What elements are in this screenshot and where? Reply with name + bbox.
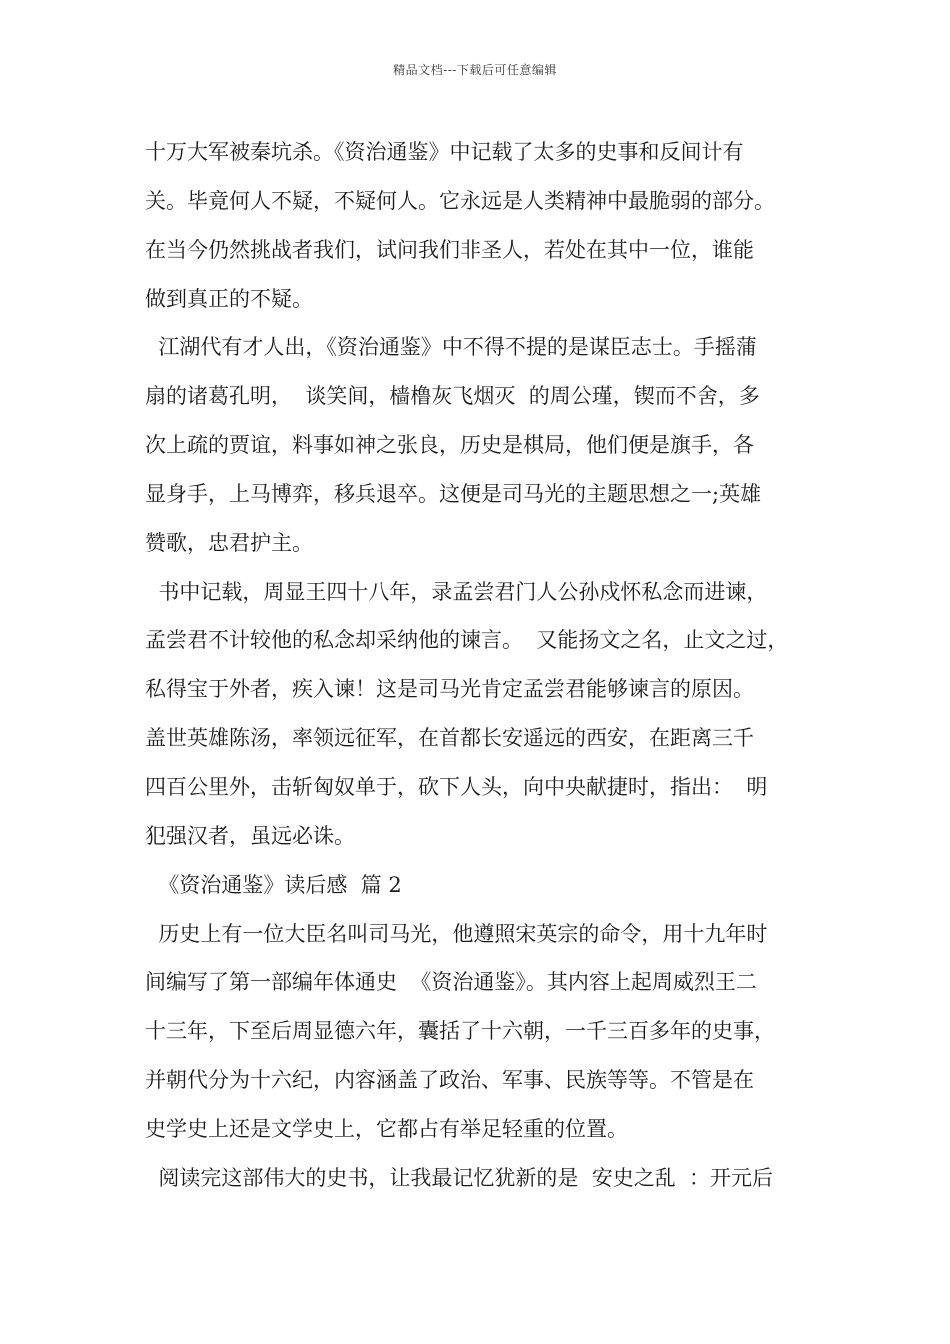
text-line: 私得宝于外者，疾入谏！这是司马光肯定孟尝君能够谏言的原因。	[145, 677, 754, 702]
text-line: 关。毕竟何人不疑，不疑何人。它永远是人类精神中最脆弱的部分。	[145, 188, 775, 213]
text-line: 盖世英雄陈汤，率领远征军，在首都长安遥远的西安，在距离三千	[145, 726, 754, 751]
text-line: 十三年，下至后周显德六年，囊括了十六朝，一千三百多年的史事，	[145, 1019, 775, 1044]
text-line: 历史上有一位大臣名叫司马光，他遵照宋英宗的命令，用十九年时	[145, 921, 768, 946]
text-line: 江湖代有才人出，《资治通鉴》中不得不提的是谋臣志士。手摇蒲	[145, 335, 757, 360]
text-line: 做到真正的不疑。	[145, 286, 313, 311]
text-line: 十万大军被秦坑杀。《资治通鉴》中记载了太多的史事和反间计有	[145, 140, 744, 164]
text-line: 书中记载，周显王四十八年，录孟尝君门人公孙戍怀私念而进谏，	[145, 579, 768, 604]
text-line: 犯强汉者，虽远必诛。	[145, 823, 355, 848]
text-line: 间编写了第一部编年体通史 《资治通鉴》。其内容上起周威烈王二	[145, 970, 757, 995]
document-body	[145, 128, 825, 1203]
text-line: 显身手，上马博弈，移兵退卒。这便是司马光的主题思想之一;英雄	[145, 481, 762, 506]
text-line: 扇的诸葛孔明， 谈笑间，樯橹灰飞烟灭 的周公瑾，锲而不舍，多	[145, 384, 760, 409]
section-heading: 《资治通鉴》读后感 篇 2	[145, 872, 402, 897]
text-line: 次上疏的贾谊，料事如神之张良，历史是棋局，他们便是旗手，各	[145, 433, 754, 458]
text-line: 在当今仍然挑战者我们，试问我们非圣人，若处在其中一位，谁能	[145, 237, 754, 262]
text-line: 孟尝君不计较他的私念却采纳他的谏言。 又能扬文之名，止文之过，	[145, 628, 789, 653]
text-line: 史学史上还是文学史上，它都占有举足轻重的位置。	[145, 1116, 628, 1141]
text-line: 四百公里外，击斩匈奴单于，砍下人头，向中央献捷时，指出： 明	[145, 774, 768, 799]
text-line: 赞歌，忠君护主。	[145, 530, 313, 555]
page-header: 精品文档---下载后可任意编辑	[393, 63, 557, 77]
text-line: 并朝代分为十六纪，内容涵盖了政治、军事、民族等等。不管是在	[145, 1068, 754, 1093]
text-line: 阅读完这部伟大的史书，让我最记忆犹新的是 安史之乱 ：开元后	[145, 1165, 774, 1190]
